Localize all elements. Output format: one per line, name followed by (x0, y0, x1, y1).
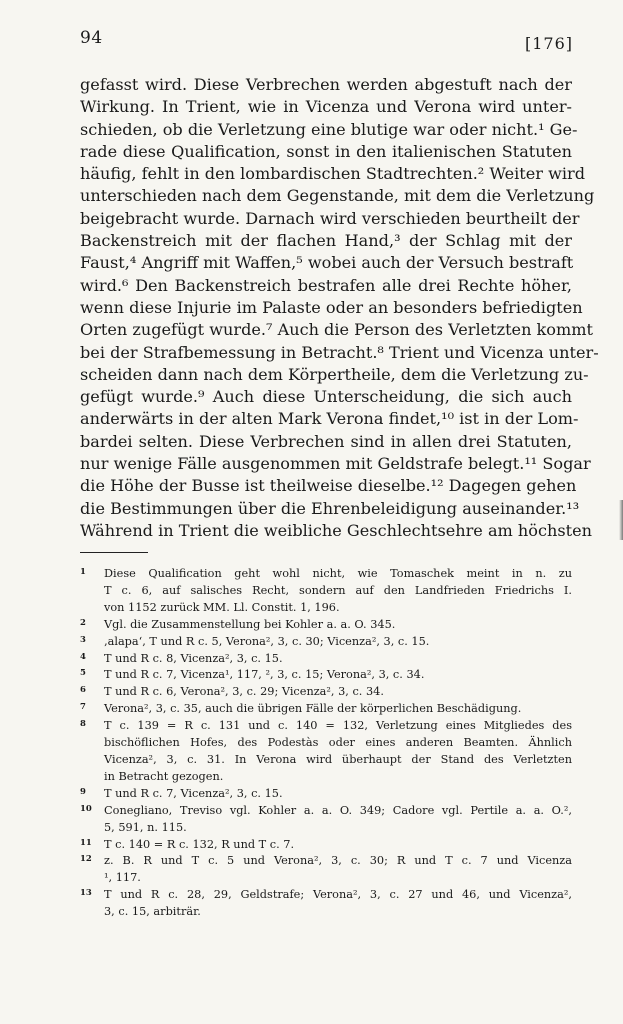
body-line: anderwärts in der alten Mark Verona findet,¹⁰ ist in der Lom- (80, 409, 579, 429)
footnote-marker: 2 (80, 617, 86, 628)
footnote-line: T und R c. 8, Vicenza², 3, c. 15. (104, 651, 283, 665)
footnote-line: Vgl. die Zusammenstellung bei Kohler a. a. O. 345. (104, 617, 396, 631)
footnote-line: T c. 6, auf salisches Recht, sondern auf den Landfrieden Friedrichs I. (104, 583, 572, 597)
body-line: bei der Strafbemessung in Betracht.⁸ Trient und Vicenza unter- (80, 342, 599, 362)
footnote-line: bischöflichen Hofes, des Podestàs oder eines anderen Beamten. Ähnlich (104, 736, 572, 750)
body-line: Während in Trient die weibliche Geschlechtsehre am höchsten (80, 520, 592, 540)
footnote-marker: 3 (80, 634, 86, 645)
body-line: schieden, ob die Verletzung eine blutige war oder nicht.¹ Ge- (80, 119, 578, 139)
footnote-marker: 7 (80, 702, 86, 713)
body-line: Orten zugefügt wurde.⁷ Auch die Person des Verletzten kommt (80, 320, 593, 340)
footnote-line: in Betracht gezogen. (104, 769, 224, 783)
footnote-marker: 8 (80, 719, 86, 730)
body-line: gefasst wird. Diese Verbrechen werden abgestuft nach der (80, 75, 572, 94)
footnote (80, 701, 572, 718)
body-line: rade diese Qualification, sonst in den italienischen Statuten (80, 141, 572, 161)
body-line: bardei selten. Diese Verbrechen sind in allen drei Statuten, (80, 431, 572, 451)
footnote-line: 3, c. 15, arbiträr. (104, 905, 201, 919)
body-line: wird.⁶ Den Backenstreich bestrafen alle drei Rechte höher, (80, 275, 572, 295)
footnote-marker: 11 (80, 837, 92, 848)
body-line: nur wenige Fälle ausgenommen mit Geldstrafe belegt.¹¹ Sogar (80, 454, 591, 474)
page-reference: [176] (524, 34, 573, 53)
footnote-marker: 12 (80, 854, 92, 865)
footnote-marker: 6 (80, 685, 86, 696)
footnote-line: ¹, 117. (104, 871, 141, 885)
footnote-line: T und R c. 28, 29, Geldstrafe; Verona², 3, c. 27 und 46, und Vicenza², (104, 888, 572, 902)
footnote-line: von 1152 zurück MM. Ll. Constit. 1, 196. (104, 600, 340, 614)
body-line: die Höhe der Busse ist theilweise dieselbe.¹² Dagegen gehen (80, 476, 577, 496)
footnote-line: 5, 591, n. 115. (104, 820, 187, 834)
footnote (80, 887, 572, 921)
body-line: gefügt wurde.⁹ Auch diese Unterscheidung, die sich auch (80, 387, 572, 407)
footnote (80, 566, 572, 617)
footnote (80, 803, 572, 837)
footnote-divider (80, 552, 148, 553)
body-line: unterschieden nach dem Gegenstande, mit dem die Verletzung (80, 186, 595, 206)
page-edge-shadow (619, 500, 623, 540)
footnote-line: T und R c. 7, Vicenza¹, 117, ², 3, c. 15; Verona², 3, c. 34. (104, 668, 425, 682)
footnotes (80, 566, 572, 921)
body-line: beigebracht wurde. Darnach wird verschieden beurtheilt der (80, 208, 580, 228)
footnote (80, 853, 572, 887)
footnote-line: Diese Qualification geht wohl nicht, wie Tomaschek meint in n. zu (104, 567, 572, 580)
footnote-line: Conegliano, Treviso vgl. Kohler a. a. O. 349; Cadore vgl. Pertile a. a. O.², (104, 803, 572, 817)
footnote-line: ‚alapa‘, T und R c. 5, Verona², 3, c. 30; Vicenza², 3, c. 15. (104, 634, 430, 648)
footnote-line: Verona², 3, c. 35, auch die übrigen Fälle der körperlichen Beschädigung. (104, 702, 522, 716)
page-number: 94 (80, 28, 103, 48)
footnote-marker: 4 (80, 651, 86, 662)
body-line: häufig, fehlt in den lombardischen Stadtrechten.² Weiter wird (80, 164, 585, 184)
footnote-line: T und R c. 6, Verona², 3, c. 29; Vicenza², 3, c. 34. (104, 685, 384, 699)
footnote (80, 684, 572, 701)
footnote (80, 617, 572, 634)
footnote-line: Vicenza², 3, c. 31. In Verona wird überhaupt der Stand des Verletzten (104, 752, 572, 766)
footnote-marker: 9 (80, 786, 86, 797)
footnote (80, 667, 572, 684)
body-text (80, 74, 599, 542)
footnote (80, 786, 572, 803)
footnote (80, 651, 572, 668)
body-line: Faust,⁴ Angriff mit Waffen,⁵ wobei auch der Versuch bestraft (80, 253, 574, 273)
footnote (80, 837, 572, 854)
body-line: wenn diese Injurie im Palaste oder an besonders befriedigten (80, 297, 583, 317)
footnote (80, 634, 572, 651)
footnote-line: T c. 140 = R c. 132, R und T c. 7. (104, 837, 295, 851)
body-line: die Bestimmungen über die Ehrenbeleidigung auseinander.¹³ (80, 498, 580, 518)
body-line: Backenstreich mit der flachen Hand,³ der Schlag mit der (80, 231, 572, 251)
footnote-marker: 5 (80, 668, 86, 679)
body-line: scheiden dann nach dem Körpertheile, dem die Verletzung zu- (80, 364, 589, 384)
footnote-marker: 13 (80, 888, 92, 899)
footnote-line: z. B. R und T c. 5 und Verona², 3, c. 30; R und T c. 7 und Vicenza (104, 854, 572, 868)
footnote-marker: 10 (80, 803, 92, 814)
footnote-marker: 1 (80, 567, 86, 577)
footnote-line: T c. 139 = R c. 131 und c. 140 = 132, Verletzung eines Mitgliedes des (104, 719, 572, 733)
body-line: Wirkung. In Trient, wie in Vicenza und Verona wird unter- (80, 97, 572, 117)
footnote (80, 718, 572, 786)
footnote-line: T und R c. 7, Vicenza², 3, c. 15. (104, 786, 283, 800)
